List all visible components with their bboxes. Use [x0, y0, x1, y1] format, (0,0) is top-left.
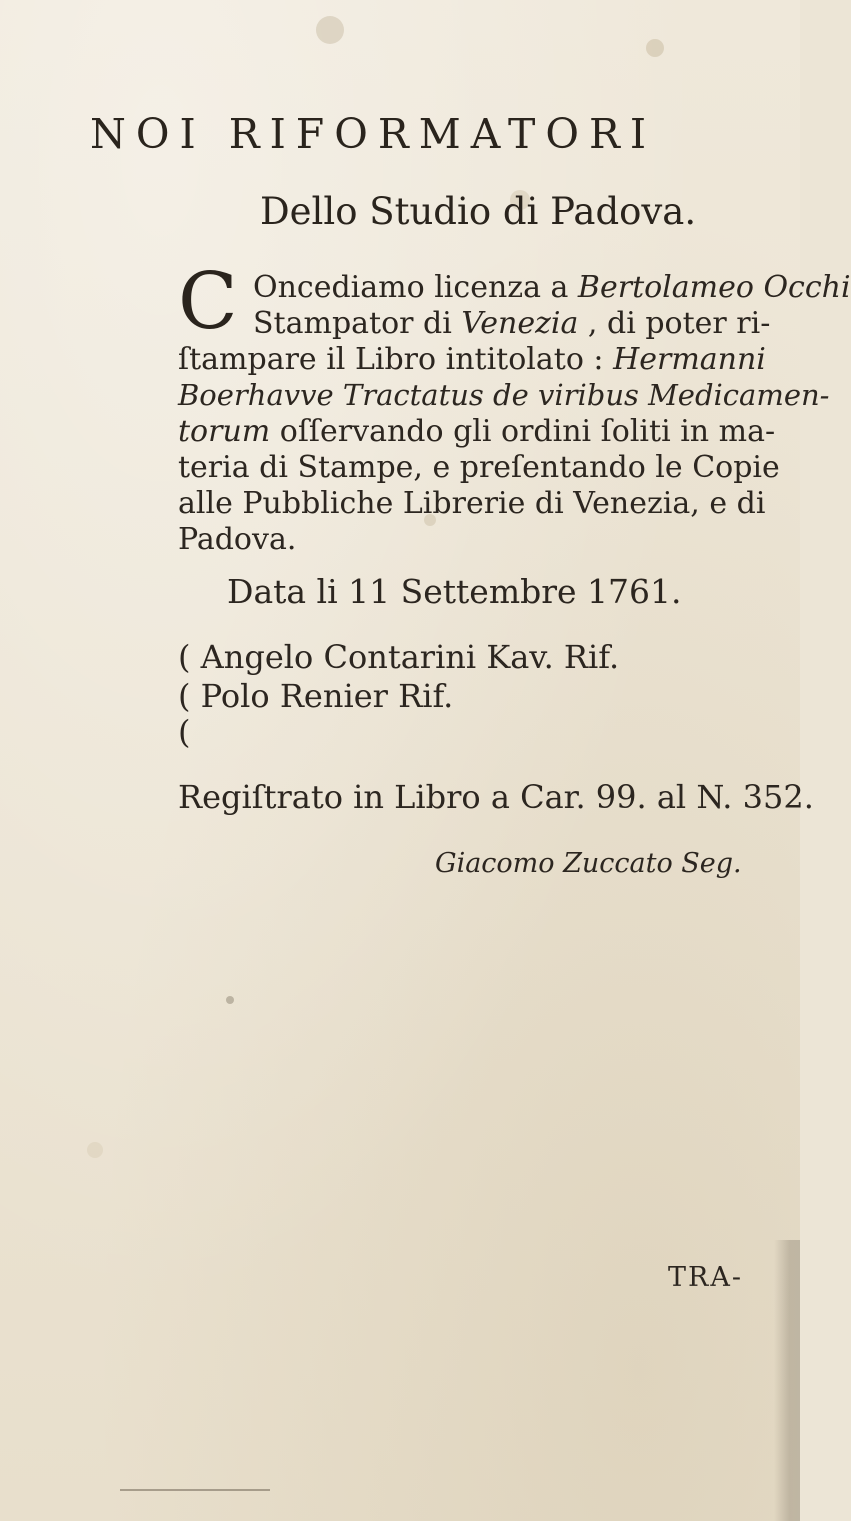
italic-text: Boerhavve Tractatus de viribus Medicamen- [178, 378, 830, 412]
text-line [178, 342, 766, 377]
italic-text: Bertolameo Occhi [577, 270, 851, 305]
text-line [178, 378, 829, 412]
text-span: Padova. [178, 522, 297, 557]
text-span: oſſervando gli ordini ſoliti in ma- [270, 414, 776, 449]
text-line [178, 522, 296, 557]
decree-subheading: Dello Studio di Padova. [260, 190, 697, 233]
decree-date: Data li 11 Settembre 1761. [227, 572, 682, 611]
decree-heading: NOI RIFORMATORI [90, 110, 657, 158]
text-line [253, 306, 770, 341]
catchword: TRA- [668, 1262, 743, 1293]
text-line [178, 486, 765, 521]
text-span: alle Pubbliche Librerie di Venezia, e di [178, 486, 766, 521]
text-span: teria di Stampe, e preſentando le Copie [178, 450, 780, 485]
signatory-line: ( [178, 713, 191, 751]
signatory-line: ( Angelo Contarini Kav. Rif. [178, 638, 620, 676]
signatory-line: ( Polo Renier Rif. [178, 677, 454, 715]
text-line [178, 414, 775, 449]
italic-text: Venezia [461, 306, 579, 341]
text-span: Oncediamo licenza a [253, 270, 578, 305]
secretary-signature: Giacomo Zuccato Seg. [435, 848, 742, 879]
page-edge [774, 1240, 800, 1521]
registration-note: Regiſtrato in Libro a Car. 99. al N. 352. [178, 778, 814, 816]
drop-cap: C [178, 257, 238, 347]
italic-text: torum [178, 414, 271, 449]
text-line [253, 270, 851, 305]
text-span: ſtampare il Libro intitolato : [178, 342, 614, 377]
text-line [178, 450, 780, 485]
text-span: , di poter ri- [578, 306, 771, 341]
text-span: Stampator di [253, 306, 462, 341]
italic-text: Hermanni [613, 342, 766, 377]
